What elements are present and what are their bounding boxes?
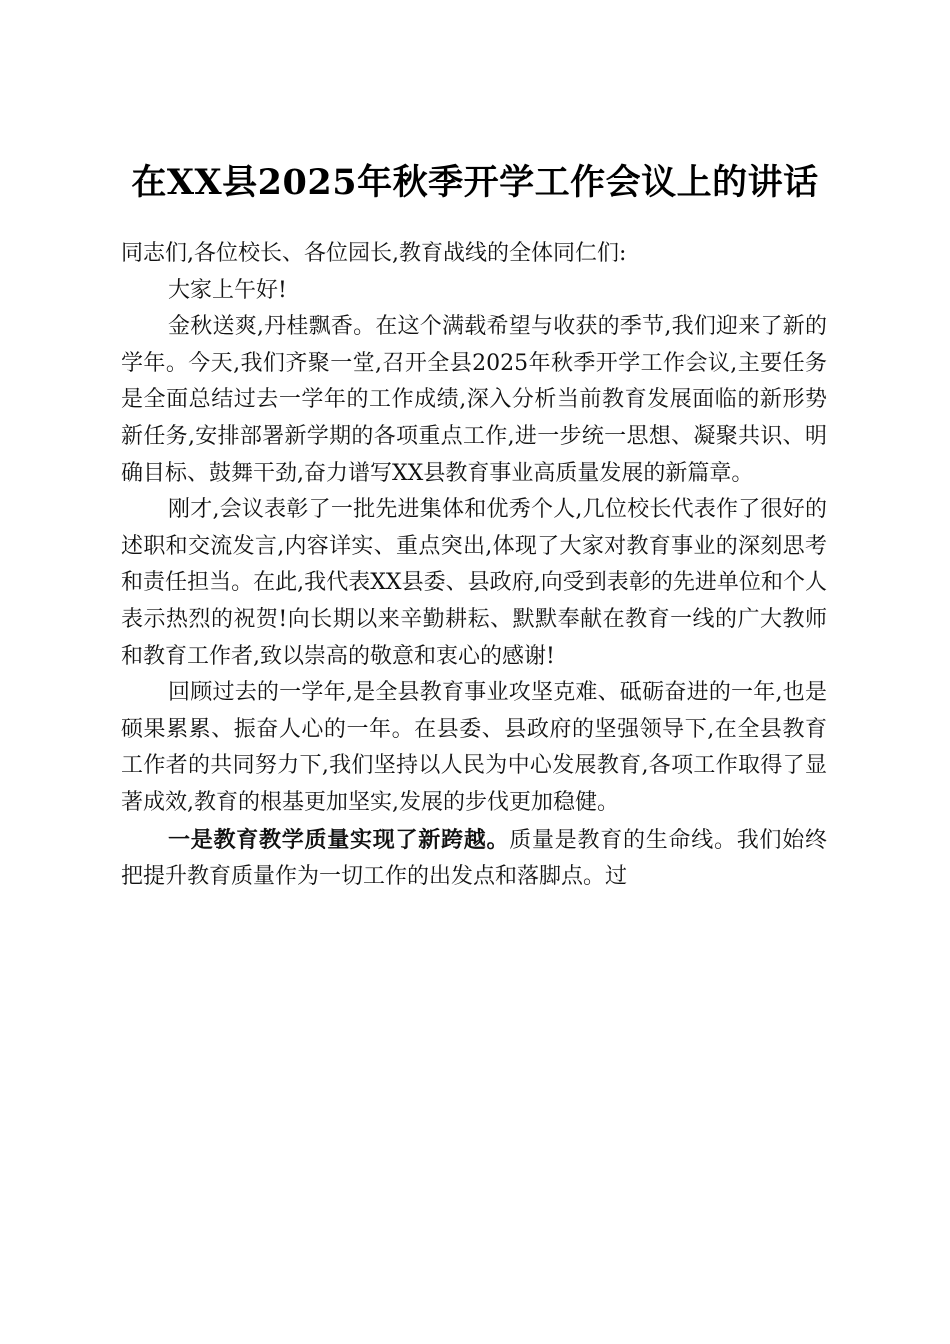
salutation: 同志们,各位校长、各位园长,教育战线的全体同仁们: [121, 241, 627, 266]
document-body [121, 236, 827, 896]
paragraph-point-one [121, 822, 827, 896]
document-title: 在XX县2025年秋季开学工作会议上的讲话 [131, 162, 819, 204]
greeting: 大家上午好! [168, 277, 287, 303]
paragraph-commendation: 刚才,会议表彰了一批先进集体和优秀个人,几位校长代表作了很好的述职和交流发言,内容详实、重点突出,体现了大家对教育事业的深刻思考和责任担当。在此,我代表XX县委、县政府,向受到表彰的先进单位和个人表示热烈的祝贺!向长期以来辛勤耕耘、默默奉献在教育一线的广大教师和教育工作者,致以崇高的敬意和衷心的感谢! [121, 497, 827, 669]
paragraph-review: 回顾过去的一学年,是全县教育事业攻坚克难、砥砺奋进的一年,也是硕果累累、振奋人心的一年。在县委、县政府的坚强领导下,在全县教育工作者的共同努力下,我们坚持以人民为中心发展教育,各项工作取得了显著成效,教育的根基更加坚实,发展的步伐更加稳健。 [121, 680, 827, 815]
paragraph-opening: 金秋送爽,丹桂飘香。在这个满载希望与收获的季节,我们迎来了新的学年。今天,我们齐聚一堂,召开全县2025年秋季开学工作会议,主要任务是全面总结过去一学年的工作成绩,深入分析当前教育发展面临的新形势新任务,安排部署新学期的各项重点工作,进一步统一思想、凝聚共识、明确目标、鼓舞干劲,奋力谱写XX县教育事业高质量发展的新篇章。 [121, 314, 827, 486]
point-one-heading: 一是教育教学质量实现了新跨越。 [168, 826, 510, 853]
point-one-text: 质量是教育的生命线。我们始终把提升教育质量作为一切工作的出发点和落脚点。过 [121, 827, 827, 890]
